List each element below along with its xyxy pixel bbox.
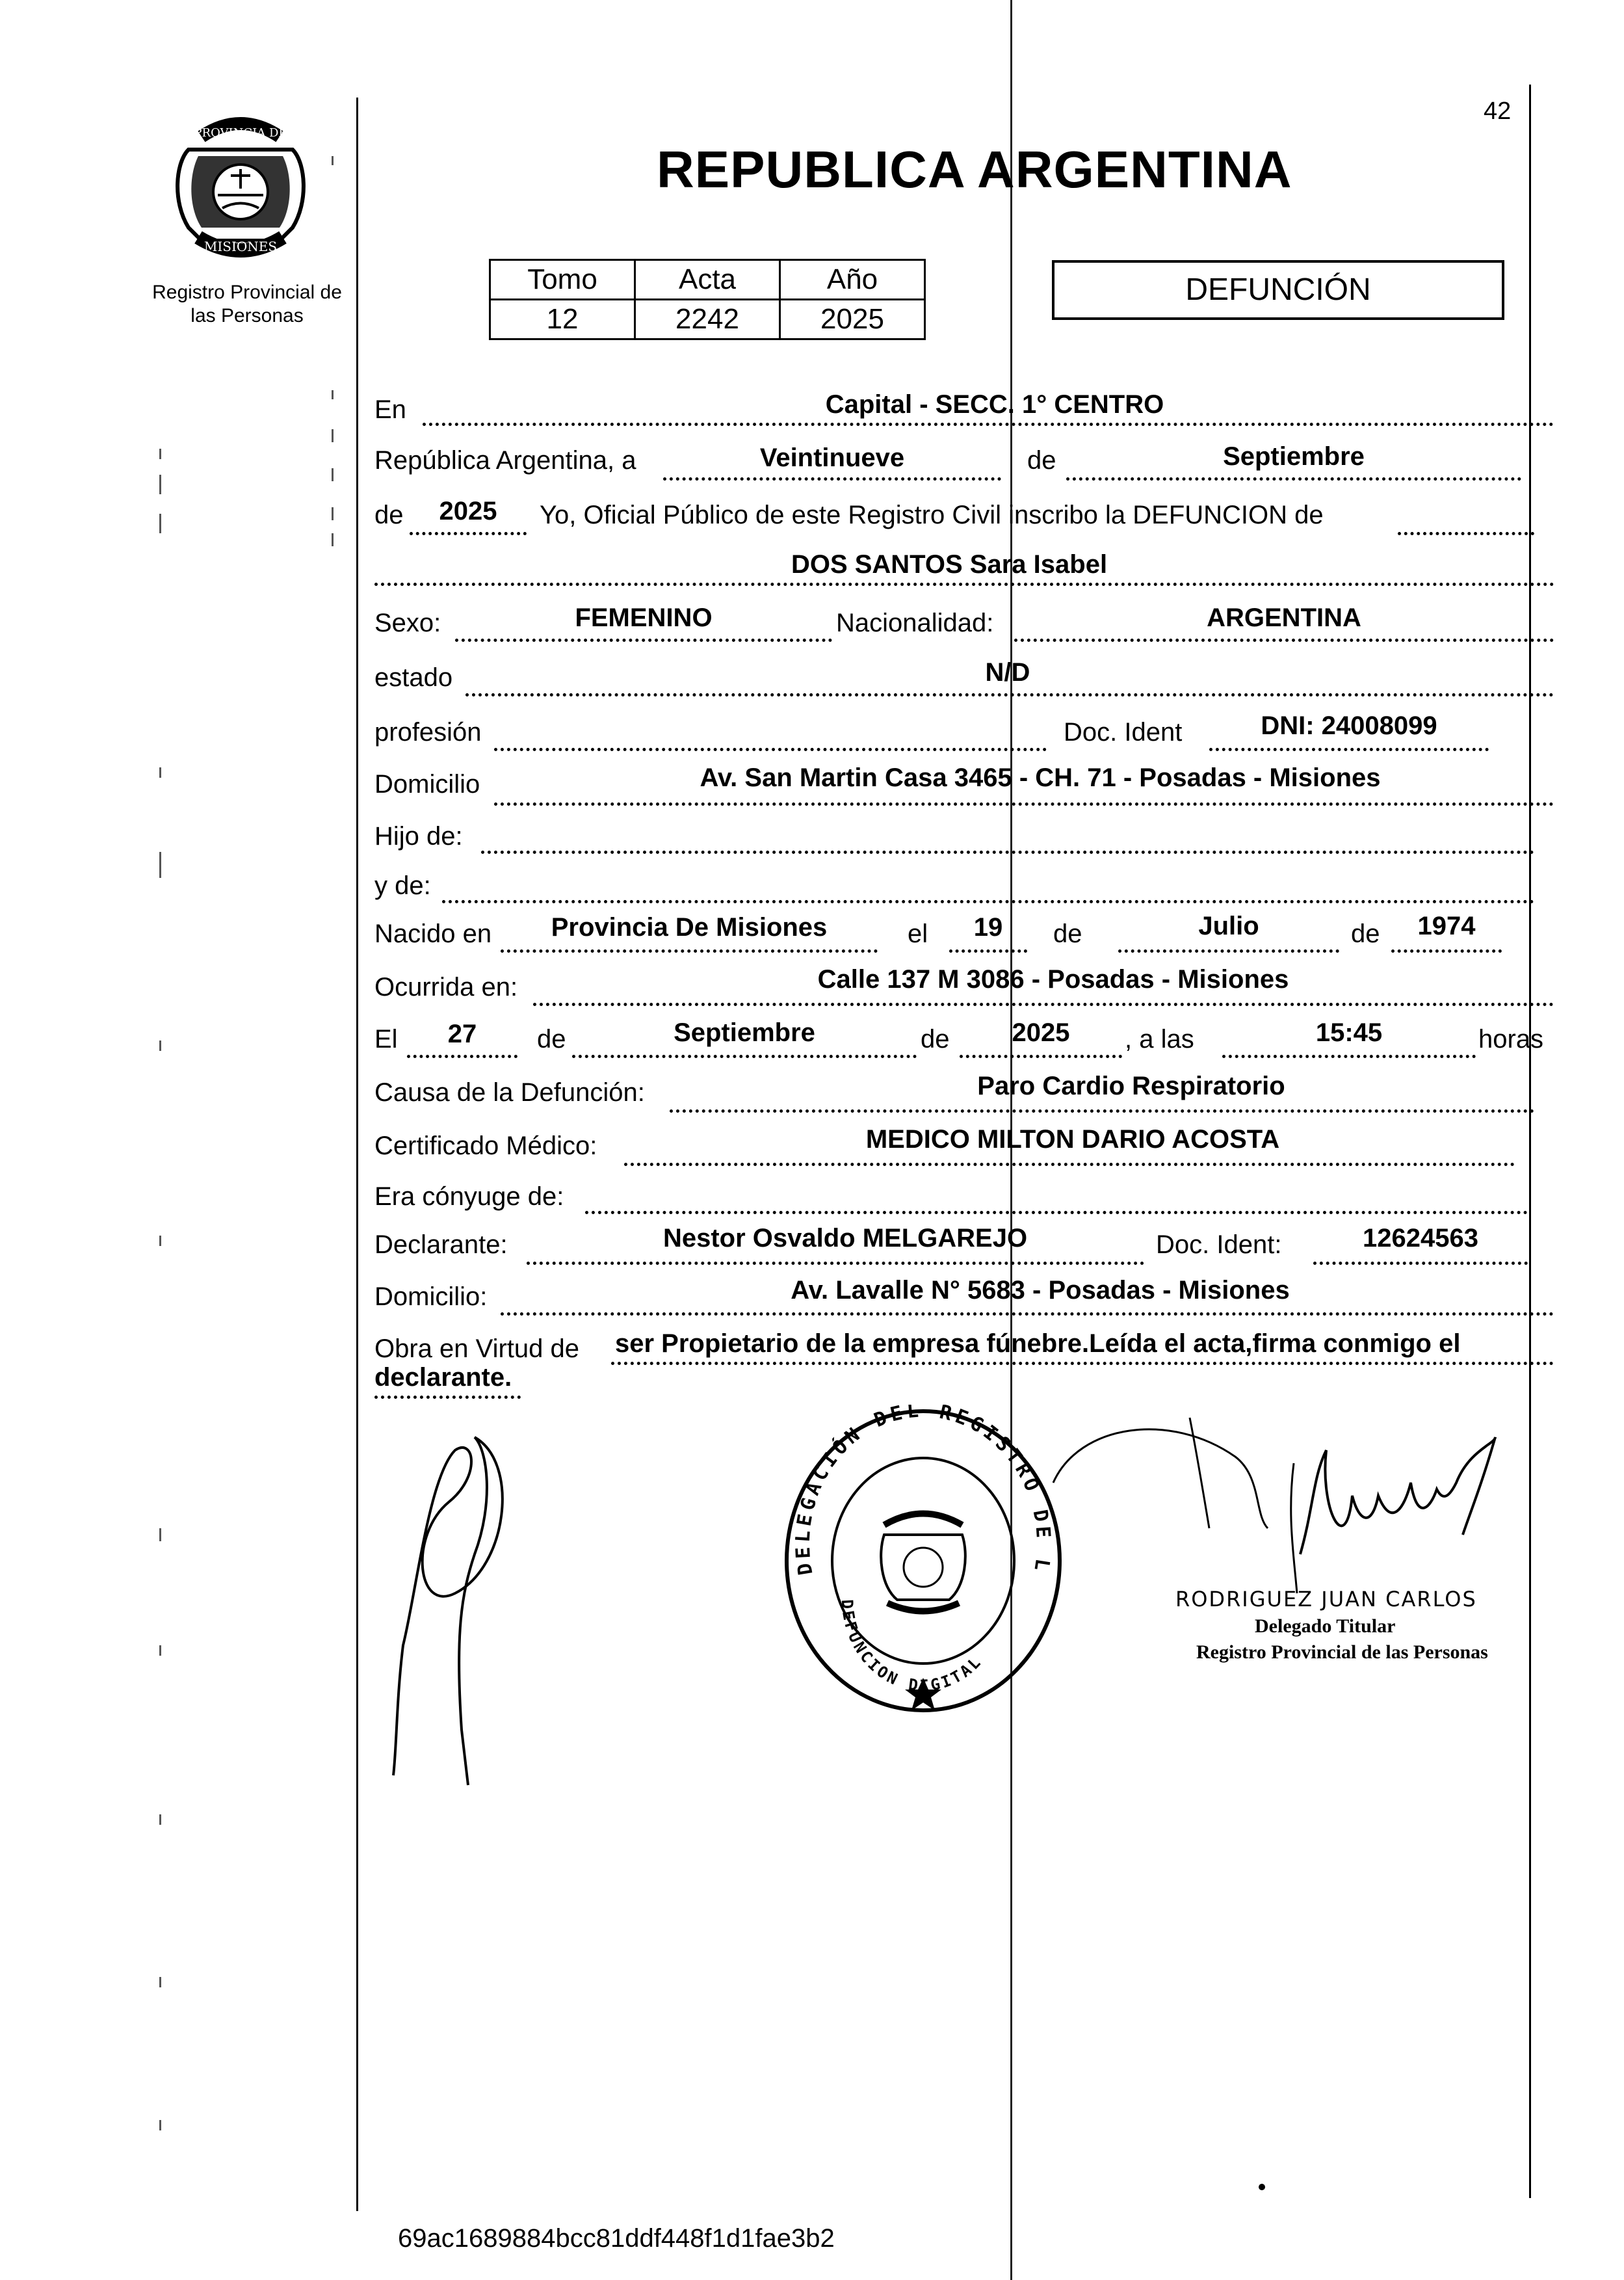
margin-tick [159,1814,161,1825]
dotline [374,1396,521,1399]
label-de-e2: de [921,1025,950,1054]
margin-tick [159,1041,161,1051]
stamp-ring-text: DELEGACIÓN DEL REGISTRO DE L [791,1405,1055,1577]
label-doc-ident: Doc. Ident [1064,718,1183,747]
dotline [572,1055,917,1058]
anio-value: 2025 [780,300,925,339]
field-certificado: MEDICO MILTON DARIO ACOSTA [865,1125,1280,1154]
label-declarante: Declarante: [374,1230,508,1259]
dotline [670,1109,1534,1113]
dotline [1066,477,1521,481]
tomo-header: Tomo [490,260,635,300]
field-def-mes: Septiembre [674,1018,815,1047]
signatory-name: RODRIGUEZ JUAN CARLOS [1175,1587,1477,1611]
field-estado: N/D [985,658,1030,687]
field-nac-anio: 1974 [1417,912,1476,940]
field-hora: 15:45 [1315,1018,1383,1047]
margin-tick [332,507,334,520]
dotline [1014,639,1554,642]
margin-tick [159,1645,161,1656]
official-stamp [780,1405,1066,1717]
field-dia: Veintinueve [759,444,905,472]
label-ocurrida: Ocurrida en: [374,973,518,1001]
field-decl-domicilio: Av. Lavalle N° 5683 - Posadas - Misiones [791,1276,1290,1305]
record-table-header [490,260,925,300]
label-de-anio: de [1351,920,1380,948]
dotline [374,583,1554,586]
province-logo [163,111,319,260]
record-table-values [490,300,925,339]
institution-name: Registro Provincial de las Personas [152,282,342,326]
dotline [465,693,1554,696]
dotline [1222,1055,1476,1058]
field-causa: Paro Cardio Respiratorio [977,1072,1285,1100]
margin-tick [332,533,334,546]
dotline [494,802,1554,806]
margin-tick [159,852,161,878]
margin-tick [332,390,334,399]
margin-tick [159,1528,161,1541]
field-nac-mes: Julio [1198,912,1259,940]
label-hijo-de: Hijo de: [374,822,463,851]
label-certificado: Certificado Médico: [374,1132,597,1160]
field-nombre: DOS SANTOS Sara Isabel [791,550,1108,579]
field-def-anio: 2025 [1012,1018,1070,1047]
dotline [949,949,1027,953]
label-en: En [374,395,406,424]
page-title: REPUBLICA ARGENTINA [657,140,1292,198]
acta-value: 2242 [635,300,780,339]
field-nacido-en: Provincia De Misiones [551,913,828,942]
label-profesion: profesión [374,718,482,747]
anio-header: Año [780,260,925,300]
dotline [442,900,1534,903]
margin-tick [332,156,334,165]
signatory-office: Registro Provincial de las Personas [1196,1641,1488,1663]
dotline [407,1055,517,1058]
dotline [1391,949,1502,953]
label-conyuge: Era cónyuge de: [374,1182,564,1211]
field-ocurrida: Calle 137 M 3086 - Posadas - Misiones [817,965,1289,994]
field-domicilio: Av. San Martin Casa 3465 - CH. 71 - Posadas - Misiones [700,763,1381,792]
dotline [960,1055,1122,1058]
margin-tick [159,514,161,533]
dotline [624,1163,1515,1166]
label-domicilio: Domicilio [374,770,480,799]
field-anio: 2025 [439,497,497,525]
field-declarante: Nestor Osvaldo MELGAREJO [662,1224,1028,1253]
acta-header: Acta [635,260,780,300]
dotline [527,1262,1144,1265]
label-obra: Obra en Virtud de [374,1334,580,1363]
label-sexo: Sexo: [374,609,441,637]
field-obra-2: declarante. [374,1363,512,1392]
dotline [501,1312,1554,1316]
dotline [611,1362,1554,1365]
margin-tick [159,1236,161,1246]
dotline [501,949,878,953]
dotline [481,851,1534,854]
field-mes: Septiembre [1223,442,1365,471]
tomo-value: 12 [490,300,635,339]
label-de: de [1027,446,1056,475]
label-de2: de [374,501,404,529]
field-def-dia: 27 [447,1020,477,1048]
signatory-role: Delegado Titular [1255,1615,1396,1637]
label-horas: horas [1478,1025,1544,1054]
label-nacionalidad: Nacionalidad: [836,609,994,637]
field-decl-doc: 12624563 [1363,1224,1478,1253]
right-border-line [1529,85,1531,2198]
margin-tick [332,468,334,481]
margin-tick [332,429,334,442]
field-doc: DNI: 24008099 [1261,711,1437,740]
label-estado: estado [374,663,453,692]
label-domicilio2: Domicilio: [374,1282,488,1311]
dotline [494,748,1047,751]
field-sexo: FEMENINO [575,603,713,632]
footer-hash: 69ac1689884bcc81ddf448f1d1fae3b2 [398,2224,835,2253]
dotline [1209,748,1489,751]
label-y-de: y de: [374,871,431,900]
logo-top-text: PROVINCIA DE [194,126,287,140]
page-number: 42 [1484,98,1512,125]
label-nacido-en: Nacido en [374,920,492,948]
field-nac-dia: 19 [973,913,1003,942]
dot-mark [1259,2184,1265,2190]
dotline [455,639,832,642]
dotline [533,1003,1554,1006]
dotline [410,532,527,535]
label-doc-ident2: Doc. Ident: [1156,1230,1282,1259]
label-a-las: , a las [1125,1025,1194,1054]
margin-tick [159,475,161,494]
field-nacionalidad: ARGENTINA [1207,603,1361,632]
label-oficial: Yo, Oficial Público de este Registro Civil inscribo la DEFUNCION de [540,501,1324,529]
record-table [489,259,926,340]
declarant-signature [377,1424,546,1788]
label-de-mes: de [1053,920,1082,948]
field-obra-1: ser Propietario de la empresa fúnebre.Leída el acta,firma conmigo el [615,1329,1461,1358]
label-de-e1: de [537,1025,566,1054]
label-causa: Causa de la Defunción: [374,1078,645,1107]
label-el2: El [374,1025,398,1054]
doc-type-box: DEFUNCIÓN [1052,260,1504,320]
dotline [585,1211,1528,1214]
margin-tick [159,1977,161,1987]
dotline [1313,1262,1528,1265]
dotline [663,477,1001,481]
stamp-inner-text: DEFUNCION DIGITAL [837,1598,986,1695]
dotline [1398,532,1534,535]
margin-tick [159,2120,161,2130]
official-signature [1040,1398,1521,1613]
left-border-line [356,98,358,2211]
label-el: el [908,920,928,948]
logo-bottom-text: MISIONES [203,239,278,254]
label-republica: República Argentina, a [374,446,636,475]
field-lugar: Capital - SECC. 1° CENTRO [825,390,1164,419]
dotline [1118,949,1339,953]
margin-tick [159,449,161,459]
margin-tick [159,767,161,778]
dotline [423,423,1554,426]
